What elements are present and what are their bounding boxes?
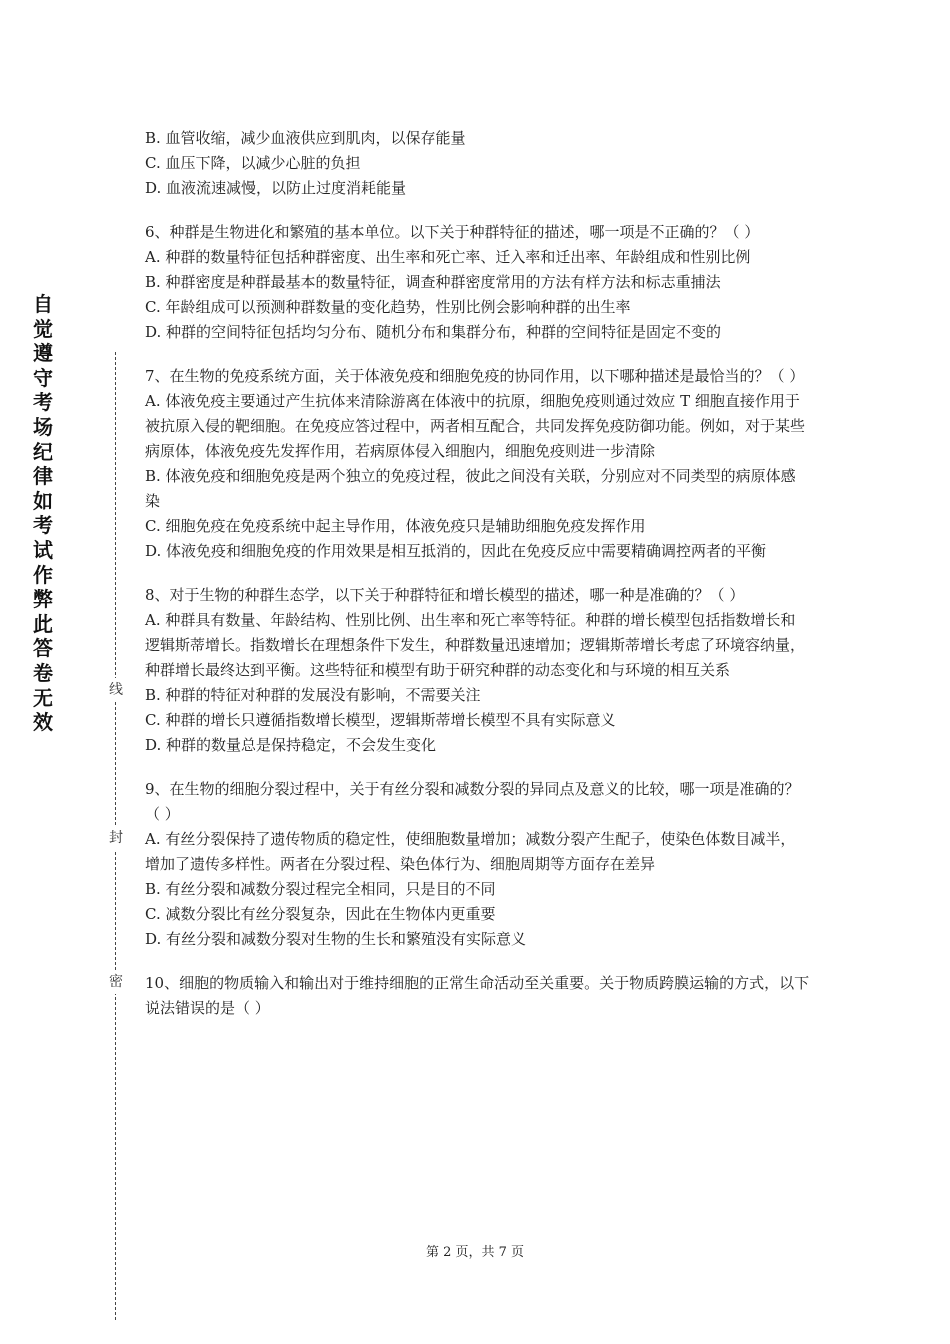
notice-char: 觉	[33, 316, 53, 341]
notice-char: 如	[33, 488, 53, 513]
question-10	[145, 971, 810, 1021]
notice-char: 卷	[33, 660, 53, 685]
option: D. 有丝分裂和减数分裂对生物的生长和繁殖没有实际意义	[145, 930, 527, 948]
question-stem: 6、种群是生物进化和繁殖的基本单位。以下关于种群特征的描述，哪一项是不正确的？（ ）	[145, 223, 760, 241]
binding-label-seal: 封	[104, 826, 128, 850]
option: B. 有丝分裂和减数分裂过程完全相同，只是目的不同	[145, 880, 496, 898]
question-6	[145, 220, 810, 345]
option: D. 种群的空间特征包括均匀分布、随机分布和集群分布，种群的空间特征是固定不变的	[145, 323, 722, 341]
question-9	[145, 777, 810, 952]
notice-char: 自	[33, 292, 53, 316]
notice-char: 答	[33, 636, 53, 661]
option: D. 种群的数量总是保持稳定，不会发生变化	[145, 736, 437, 754]
option: B. 体液免疫和细胞免疫是两个独立的免疫过程，彼此之间没有关联，分别应对不同类型的病原体感染	[145, 467, 796, 510]
question-7	[145, 364, 810, 564]
notice-char: 遵	[33, 341, 53, 366]
option: B. 种群的特征对种群的发展没有影响，不需要关注	[145, 686, 481, 704]
option: A. 种群的数量特征包括种群密度、出生率和死亡率、迁入率和迁出率、年龄组成和性别比例	[145, 248, 751, 266]
option: C. 减数分裂比有丝分裂复杂，因此在生物体内更重要	[145, 905, 496, 923]
question-stem: 9、在生物的细胞分裂过程中，关于有丝分裂和减数分裂的异同点及意义的比较，哪一项是准确的？（ ）	[145, 780, 800, 823]
page-number: 第 2 页，共 7 页	[425, 1245, 525, 1260]
question-stem: 7、在生物的免疫系统方面，关于体液免疫和细胞免疫的协同作用，以下哪种描述是最恰当的？（ ）	[145, 367, 805, 385]
option: D. 体液免疫和细胞免疫的作用效果是相互抵消的，因此在免疫反应中需要精确调控两者的平衡	[145, 542, 767, 560]
notice-char: 作	[33, 562, 53, 587]
notice-char: 效	[33, 710, 53, 735]
question-stem: 10、细胞的物质输入和输出对于维持细胞的正常生命活动至关重要。关于物质跨膜运输的方式，以下说法错误的是（ ）	[145, 974, 810, 1017]
option: B. 血管收缩，减少血液供应到肌肉，以保存能量	[145, 129, 466, 147]
binding-label-line: 线	[104, 678, 128, 702]
notice-char: 无	[33, 685, 53, 710]
option: A. 种群具有数量、年龄结构、性别比例、出生率和死亡率等特征。种群的增长模型包括指数增长和逻辑斯蒂增长。指数增长在理想条件下发生，种群数量迅速增加；逻辑斯蒂增长考虑了环境容纳量，种群增长最终达到平衡。这些特征和模型有助于研究种群的动态变化和与环境的相互关系	[145, 611, 806, 679]
previous-question-options	[145, 126, 810, 201]
option: B. 种群密度是种群最基本的数量特征，调查种群密度常用的方法有样方法和标志重捕法	[145, 273, 721, 291]
notice-char: 弊	[33, 587, 53, 612]
option: C. 年龄组成可以预测种群数量的变化趋势，性别比例会影响种群的出生率	[145, 298, 631, 316]
option: C. 种群的增长只遵循指数增长模型，逻辑斯蒂增长模型不具有实际意义	[145, 711, 616, 729]
option: C. 细胞免疫在免疫系统中起主导作用，体液免疫只是辅助细胞免疫发挥作用	[145, 517, 646, 535]
notice-char: 试	[33, 537, 53, 562]
binding-label-secret: 密	[104, 970, 128, 994]
notice-char: 此	[33, 611, 53, 636]
notice-char: 守	[33, 365, 53, 390]
notice-char: 场	[33, 414, 53, 439]
exam-content	[145, 126, 810, 1021]
option: A. 有丝分裂保持了遗传物质的稳定性，使细胞数量增加；减数分裂产生配子，使染色体数目减半，增加了遗传多样性。两者在分裂过程、染色体行为、细胞周期等方面存在差异	[145, 830, 796, 873]
exam-discipline-notice	[28, 292, 58, 735]
notice-char: 律	[33, 464, 53, 489]
option: D. 血液流速减慢，以防止过度消耗能量	[145, 179, 407, 197]
option: A. 体液免疫主要通过产生抗体来清除游离在体液中的抗原，细胞免疫则通过效应 T 细胞直接作用于被抗原入侵的靶细胞。在免疫应答过程中，两者相互配合，共同发挥免疫防御功能。例如，对于某些病原体，体液免疫先发挥作用，若病原体侵入细胞内，细胞免疫则进一步清除	[145, 392, 806, 460]
question-8	[145, 583, 810, 758]
notice-char: 纪	[33, 439, 53, 464]
notice-char: 考	[33, 513, 53, 538]
notice-char: 考	[33, 390, 53, 415]
question-stem: 8、对于生物的种群生态学，以下关于种群特征和增长模型的描述，哪一种是准确的？（ ）	[145, 586, 745, 604]
option: C. 血压下降，以减少心脏的负担	[145, 154, 361, 172]
